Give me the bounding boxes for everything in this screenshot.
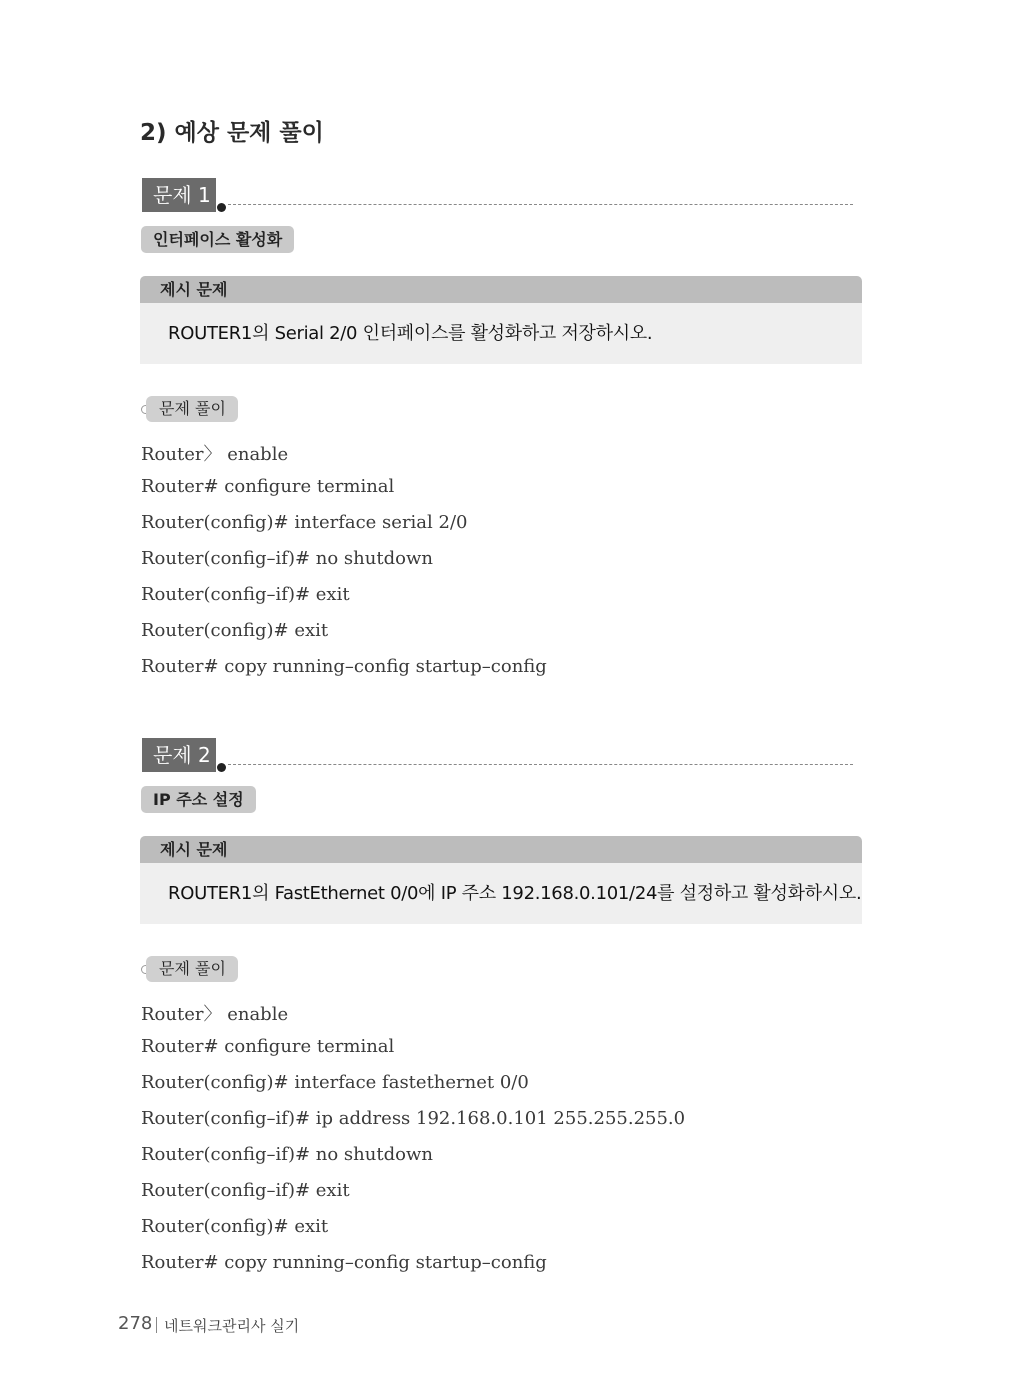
problem-1-command-line: Router(config)# exit <box>141 620 329 641</box>
problem-2-command-line: Router(config)# exit <box>141 1216 329 1237</box>
problem-2-box-body: ROUTER1의 FastEthernet 0/0에 IP 주소 192.168.0.101/24를 설정하고 활성화하시오. <box>140 863 862 924</box>
problem-1-box-header: 제시 문제 <box>140 276 862 303</box>
book-title: 네트워크관리사 실기 <box>164 1317 300 1335</box>
section-title: 2) 예상 문제 풀이 <box>140 120 324 146</box>
problem-2-subtitle: IP 주소 설정 <box>141 786 256 813</box>
problem-1-command-line: Router# configure terminal <box>141 476 395 497</box>
problem-1-command-line: Router(config–if)# no shutdown <box>141 548 433 569</box>
problem-2-solution-label: 문제 풀이 <box>146 956 238 982</box>
problem-2-box-header: 제시 문제 <box>140 836 862 863</box>
problem-1-command-line: Router(config)# interface serial 2/0 <box>141 512 468 533</box>
problem-1-bullet <box>217 203 226 212</box>
page-number: 278 <box>118 1313 153 1334</box>
problem-2-command-line: Router(config)# interface fastethernet 0/0 <box>141 1072 529 1093</box>
problem-1-divider <box>228 204 853 205</box>
problem-2-command-line: Router〉 enable <box>141 1004 289 1025</box>
problem-2-bullet <box>217 763 226 772</box>
footer-divider <box>156 1317 157 1333</box>
problem-2-command-line: Router# configure terminal <box>141 1036 395 1057</box>
problem-1-command-line: Router〉 enable <box>141 444 289 465</box>
problem-2-tag: 문제 2 <box>142 738 216 772</box>
problem-2-command-line: Router(config–if)# exit <box>141 1180 350 1201</box>
problem-1-solution-label: 문제 풀이 <box>146 396 238 422</box>
problem-1-subtitle: 인터페이스 활성화 <box>141 226 294 253</box>
problem-2-command-line: Router(config–if)# ip address 192.168.0.101 255.255.255.0 <box>141 1108 686 1129</box>
problem-1-tag: 문제 1 <box>142 178 216 212</box>
problem-2-divider <box>228 764 853 765</box>
problem-1-command-line: Router# copy running–config startup–config <box>141 656 547 677</box>
problem-1-box-body: ROUTER1의 Serial 2/0 인터페이스를 활성화하고 저장하시오. <box>140 303 862 364</box>
problem-1-command-line: Router(config–if)# exit <box>141 584 350 605</box>
problem-2-command-line: Router(config–if)# no shutdown <box>141 1144 433 1165</box>
problem-2-command-line: Router# copy running–config startup–config <box>141 1252 547 1273</box>
